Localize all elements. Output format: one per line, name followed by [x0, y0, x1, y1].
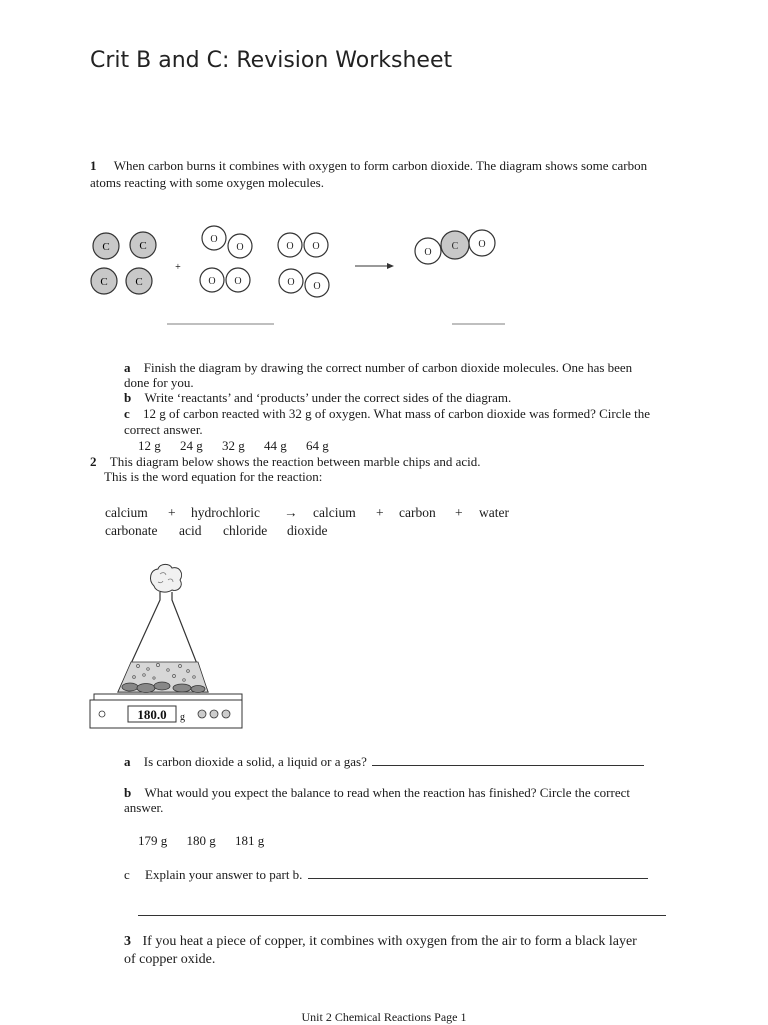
answer-option[interactable]: 179 g	[138, 833, 168, 848]
q2-part-b-text: What would you expect the balance to read when the reaction has finished? Circle the correct	[144, 785, 630, 800]
q1-part-a-label: a	[124, 360, 131, 375]
word-equation-bottom	[105, 523, 525, 541]
reaction-arrow	[355, 263, 394, 269]
q1-part-a-line1	[124, 360, 632, 376]
answer-option[interactable]: 12 g	[138, 438, 161, 453]
equation-term: calcium	[313, 505, 356, 520]
question-1-line1	[90, 158, 647, 174]
equation-term: hydrochloric	[191, 505, 260, 520]
balance-power-button	[99, 711, 105, 717]
question-3-text-line2: of copper oxide.	[124, 952, 216, 967]
answer-option[interactable]: 24 g	[180, 438, 203, 453]
page-title: Crit B and C: Revision Worksheet	[90, 48, 453, 73]
q1-part-c-line2: correct answer.	[124, 422, 203, 437]
balance-button	[222, 710, 230, 718]
carbon-atom-label: C	[135, 276, 143, 288]
answer-option[interactable]: 181 g	[235, 833, 265, 848]
question-3-line1	[124, 934, 637, 950]
cotton-wool-plug	[151, 564, 182, 592]
carbon-atom-label: C	[139, 240, 147, 252]
q2-part-a-answer-line[interactable]	[372, 765, 644, 766]
q2-part-c	[124, 867, 648, 883]
question-2-intro-line1: This diagram below shows the reaction between marble chips and acid.	[109, 454, 481, 469]
question-1-text-line2: atoms reacting with some oxygen molecules.	[90, 175, 324, 190]
balance-unit: g	[180, 712, 185, 723]
oxygen-atom-label: O	[287, 277, 295, 288]
oxygen-atom-label: O	[312, 241, 320, 252]
plus-sign: +	[175, 262, 181, 273]
answer-option[interactable]: 44 g	[264, 438, 287, 453]
q1-part-c-line1	[124, 406, 650, 422]
q2-part-b-label: b	[124, 785, 132, 800]
answer-option[interactable]: 180 g	[186, 833, 216, 848]
q2-part-b-line2: answer.	[124, 800, 164, 815]
carbon-atom-label: C	[451, 241, 459, 252]
equation-arrow: →	[284, 505, 298, 520]
equation-term: carbonate	[105, 523, 158, 538]
oxygen-atom-label: O	[210, 234, 218, 245]
question-1-text-line1: When carbon burns it combines with oxygen to form carbon dioxide. The diagram shows some carbon	[113, 158, 648, 173]
q1-part-b-label: b	[124, 390, 132, 405]
q2-part-c-answer-line[interactable]	[308, 878, 648, 879]
carbon-dioxide-molecule	[415, 230, 495, 264]
oxygen-atom-label: O	[424, 247, 432, 258]
q1-c-options	[138, 438, 329, 454]
carbon-atoms	[91, 232, 156, 294]
equation-operator: +	[455, 505, 463, 520]
oxygen-atom-label: O	[313, 281, 321, 292]
oxygen-atom-label: O	[478, 239, 486, 250]
oxygen-atom-label: O	[208, 276, 216, 287]
flask-on-balance-diagram	[88, 560, 248, 732]
q2-part-c-answer-line-2[interactable]	[138, 914, 666, 916]
question-2-line1	[90, 454, 481, 470]
equation-term: calcium	[105, 505, 148, 520]
balance-pan	[94, 694, 242, 700]
balance-button	[198, 710, 206, 718]
oxygen-atom-label: O	[286, 241, 294, 252]
q2-part-b-line1	[124, 785, 630, 801]
equation-term: carbon	[399, 505, 436, 520]
question-2-intro-line2: This is the word equation for the reaction:	[104, 469, 323, 484]
equation-term: dioxide	[287, 523, 328, 538]
equation-term: acid	[179, 523, 202, 538]
question-3-text-line1: If you heat a piece of copper, it combines with oxygen from the air to form a black layer	[142, 934, 637, 949]
q2-part-c-label: c	[124, 867, 130, 882]
balance-button	[210, 710, 218, 718]
equation-term: chloride	[223, 523, 268, 538]
q2-b-options	[138, 833, 264, 849]
q1-part-a-text: Finish the diagram by drawing the correct number of carbon dioxide molecules. One has been	[143, 360, 633, 375]
q1-part-c-label: c	[124, 406, 130, 421]
word-equation-top	[105, 505, 525, 523]
equation-term: water	[479, 505, 509, 520]
answer-option[interactable]: 32 g	[222, 438, 245, 453]
oxygen-atom-label: O	[234, 276, 242, 287]
q2-part-c-text: Explain your answer to part b.	[145, 867, 303, 882]
oxygen-atom-label: O	[236, 242, 244, 253]
answer-option[interactable]: 64 g	[306, 438, 329, 453]
q2-part-a-label: a	[124, 754, 131, 769]
q1-part-a-line2: done for you.	[124, 375, 194, 390]
balance-reading: 180.0	[137, 707, 167, 722]
question-1-number: 1	[90, 158, 97, 173]
reaction-diagram	[85, 218, 505, 333]
carbon-atom-label: C	[102, 241, 110, 253]
question-2-number: 2	[90, 454, 97, 469]
oxygen-molecules	[200, 226, 329, 297]
q2-part-a-text: Is carbon dioxide a solid, a liquid or a gas?	[143, 754, 367, 769]
q1-part-b-text: Write ‘reactants’ and ‘products’ under the correct sides of the diagram.	[144, 390, 512, 405]
page-footer: Unit 2 Chemical Reactions Page 1	[301, 1010, 467, 1024]
q2-part-a	[124, 754, 644, 770]
carbon-atom-label: C	[100, 276, 108, 288]
equation-operator: +	[168, 505, 176, 520]
equation-operator: +	[376, 505, 384, 520]
question-3-number: 3	[124, 934, 131, 949]
q1-part-c-text: 12 g of carbon reacted with 32 g of oxygen. What mass of carbon dioxide was formed? Circle the	[143, 406, 650, 421]
q1-part-b	[124, 390, 511, 406]
